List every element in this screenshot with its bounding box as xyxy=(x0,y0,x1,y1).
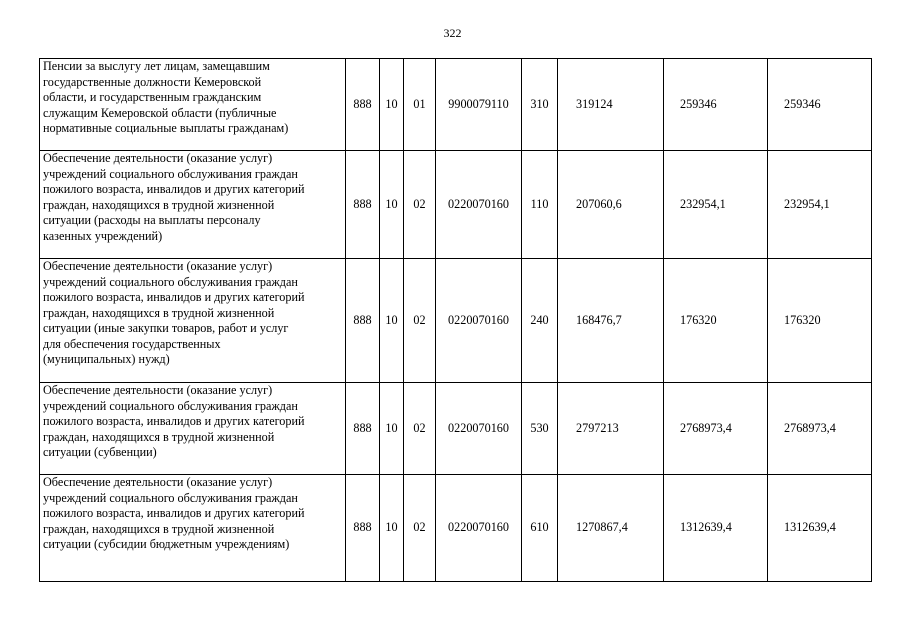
description-line: граждан, находящихся в трудной жизненной xyxy=(43,521,275,536)
description-line: учреждений социального обслуживания граждан xyxy=(43,166,298,181)
description-line: области, и государственным гражданским xyxy=(43,90,262,104)
subsection-code: 02 xyxy=(404,383,436,475)
page-number: 322 xyxy=(443,26,462,40)
row-description xyxy=(40,475,346,582)
description-line: государственные должности Кемеровской xyxy=(43,74,262,89)
subsection-code: 01 xyxy=(404,59,436,151)
description-line: учреждений социального обслуживания граждан xyxy=(43,490,298,505)
section-code: 10 xyxy=(380,259,404,383)
subsection-code: 02 xyxy=(404,475,436,582)
description-line: пожилого возраста, инвалидов и других категорий xyxy=(43,414,305,428)
target-code: 9900079110 xyxy=(436,59,522,151)
budget-table xyxy=(39,58,872,582)
description-line: Обеспечение деятельности (оказание услуг) xyxy=(43,259,273,273)
amount-year-1: 2797213 xyxy=(558,383,664,475)
expense-type-code: 610 xyxy=(522,475,558,582)
description-line: нормативные социальные выплаты гражданам) xyxy=(43,121,289,135)
description-line: Обеспечение деятельности (оказание услуг) xyxy=(43,383,273,397)
row-description xyxy=(40,383,346,475)
amount-year-1: 1270867,4 xyxy=(558,475,664,582)
amount-year-2: 232954,1 xyxy=(664,151,768,259)
section-code: 10 xyxy=(380,151,404,259)
amount-year-3: 259346 xyxy=(768,59,872,151)
amount-year-2: 2768973,4 xyxy=(664,383,768,475)
description-line: пожилого возраста, инвалидов и других категорий xyxy=(43,290,305,304)
table-row xyxy=(40,383,872,475)
amount-year-1: 319124 xyxy=(558,59,664,151)
amount-year-3: 1312639,4 xyxy=(768,475,872,582)
description-line: Пенсии за выслугу лет лицам, замещавшим xyxy=(43,59,270,73)
description-line: учреждений социального обслуживания граждан xyxy=(43,398,298,413)
amount-year-1: 207060,6 xyxy=(558,151,664,259)
ministry-code: 888 xyxy=(346,383,380,475)
ministry-code: 888 xyxy=(346,259,380,383)
amount-year-3: 232954,1 xyxy=(768,151,872,259)
description-line: ситуации (субсидии бюджетным учреждениям) xyxy=(43,537,290,551)
description-line: Обеспечение деятельности (оказание услуг) xyxy=(43,151,273,165)
table-row xyxy=(40,151,872,259)
table-row xyxy=(40,475,872,582)
target-code: 0220070160 xyxy=(436,475,522,582)
section-code: 10 xyxy=(380,475,404,582)
expense-type-code: 530 xyxy=(522,383,558,475)
description-line: пожилого возраста, инвалидов и других категорий xyxy=(43,506,305,520)
row-description xyxy=(40,259,346,383)
description-line: казенных учреждений) xyxy=(43,228,163,243)
description-line: (муниципальных) нужд) xyxy=(43,352,170,366)
amount-year-3: 176320 xyxy=(768,259,872,383)
ministry-code: 888 xyxy=(346,475,380,582)
amount-year-2: 259346 xyxy=(664,59,768,151)
target-code: 0220070160 xyxy=(436,151,522,259)
target-code: 0220070160 xyxy=(436,259,522,383)
expense-type-code: 240 xyxy=(522,259,558,383)
target-code: 0220070160 xyxy=(436,383,522,475)
table-row xyxy=(40,259,872,383)
section-code: 10 xyxy=(380,383,404,475)
description-line: служащим Кемеровской области (публичные xyxy=(43,105,277,120)
subsection-code: 02 xyxy=(404,151,436,259)
description-line: Обеспечение деятельности (оказание услуг) xyxy=(43,475,273,489)
description-line: ситуации (иные закупки товаров, работ и услуг xyxy=(43,321,289,335)
table-row xyxy=(40,59,872,151)
description-line: граждан, находящихся в трудной жизненной xyxy=(43,305,275,320)
expense-type-code: 110 xyxy=(522,151,558,259)
description-line: ситуации (субвенции) xyxy=(43,445,157,459)
subsection-code: 02 xyxy=(404,259,436,383)
amount-year-2: 176320 xyxy=(664,259,768,383)
description-line: для обеспечения государственных xyxy=(43,336,221,351)
description-line: граждан, находящихся в трудной жизненной xyxy=(43,429,275,444)
description-line: учреждений социального обслуживания граждан xyxy=(43,274,298,289)
row-description xyxy=(40,59,346,151)
expense-type-code: 310 xyxy=(522,59,558,151)
section-code: 10 xyxy=(380,59,404,151)
row-description xyxy=(40,151,346,259)
description-line: граждан, находящихся в трудной жизненной xyxy=(43,197,275,212)
amount-year-2: 1312639,4 xyxy=(664,475,768,582)
amount-year-1: 168476,7 xyxy=(558,259,664,383)
ministry-code: 888 xyxy=(346,151,380,259)
ministry-code: 888 xyxy=(346,59,380,151)
amount-year-3: 2768973,4 xyxy=(768,383,872,475)
description-line: пожилого возраста, инвалидов и других категорий xyxy=(43,182,305,196)
description-line: ситуации (расходы на выплаты персоналу xyxy=(43,213,261,227)
